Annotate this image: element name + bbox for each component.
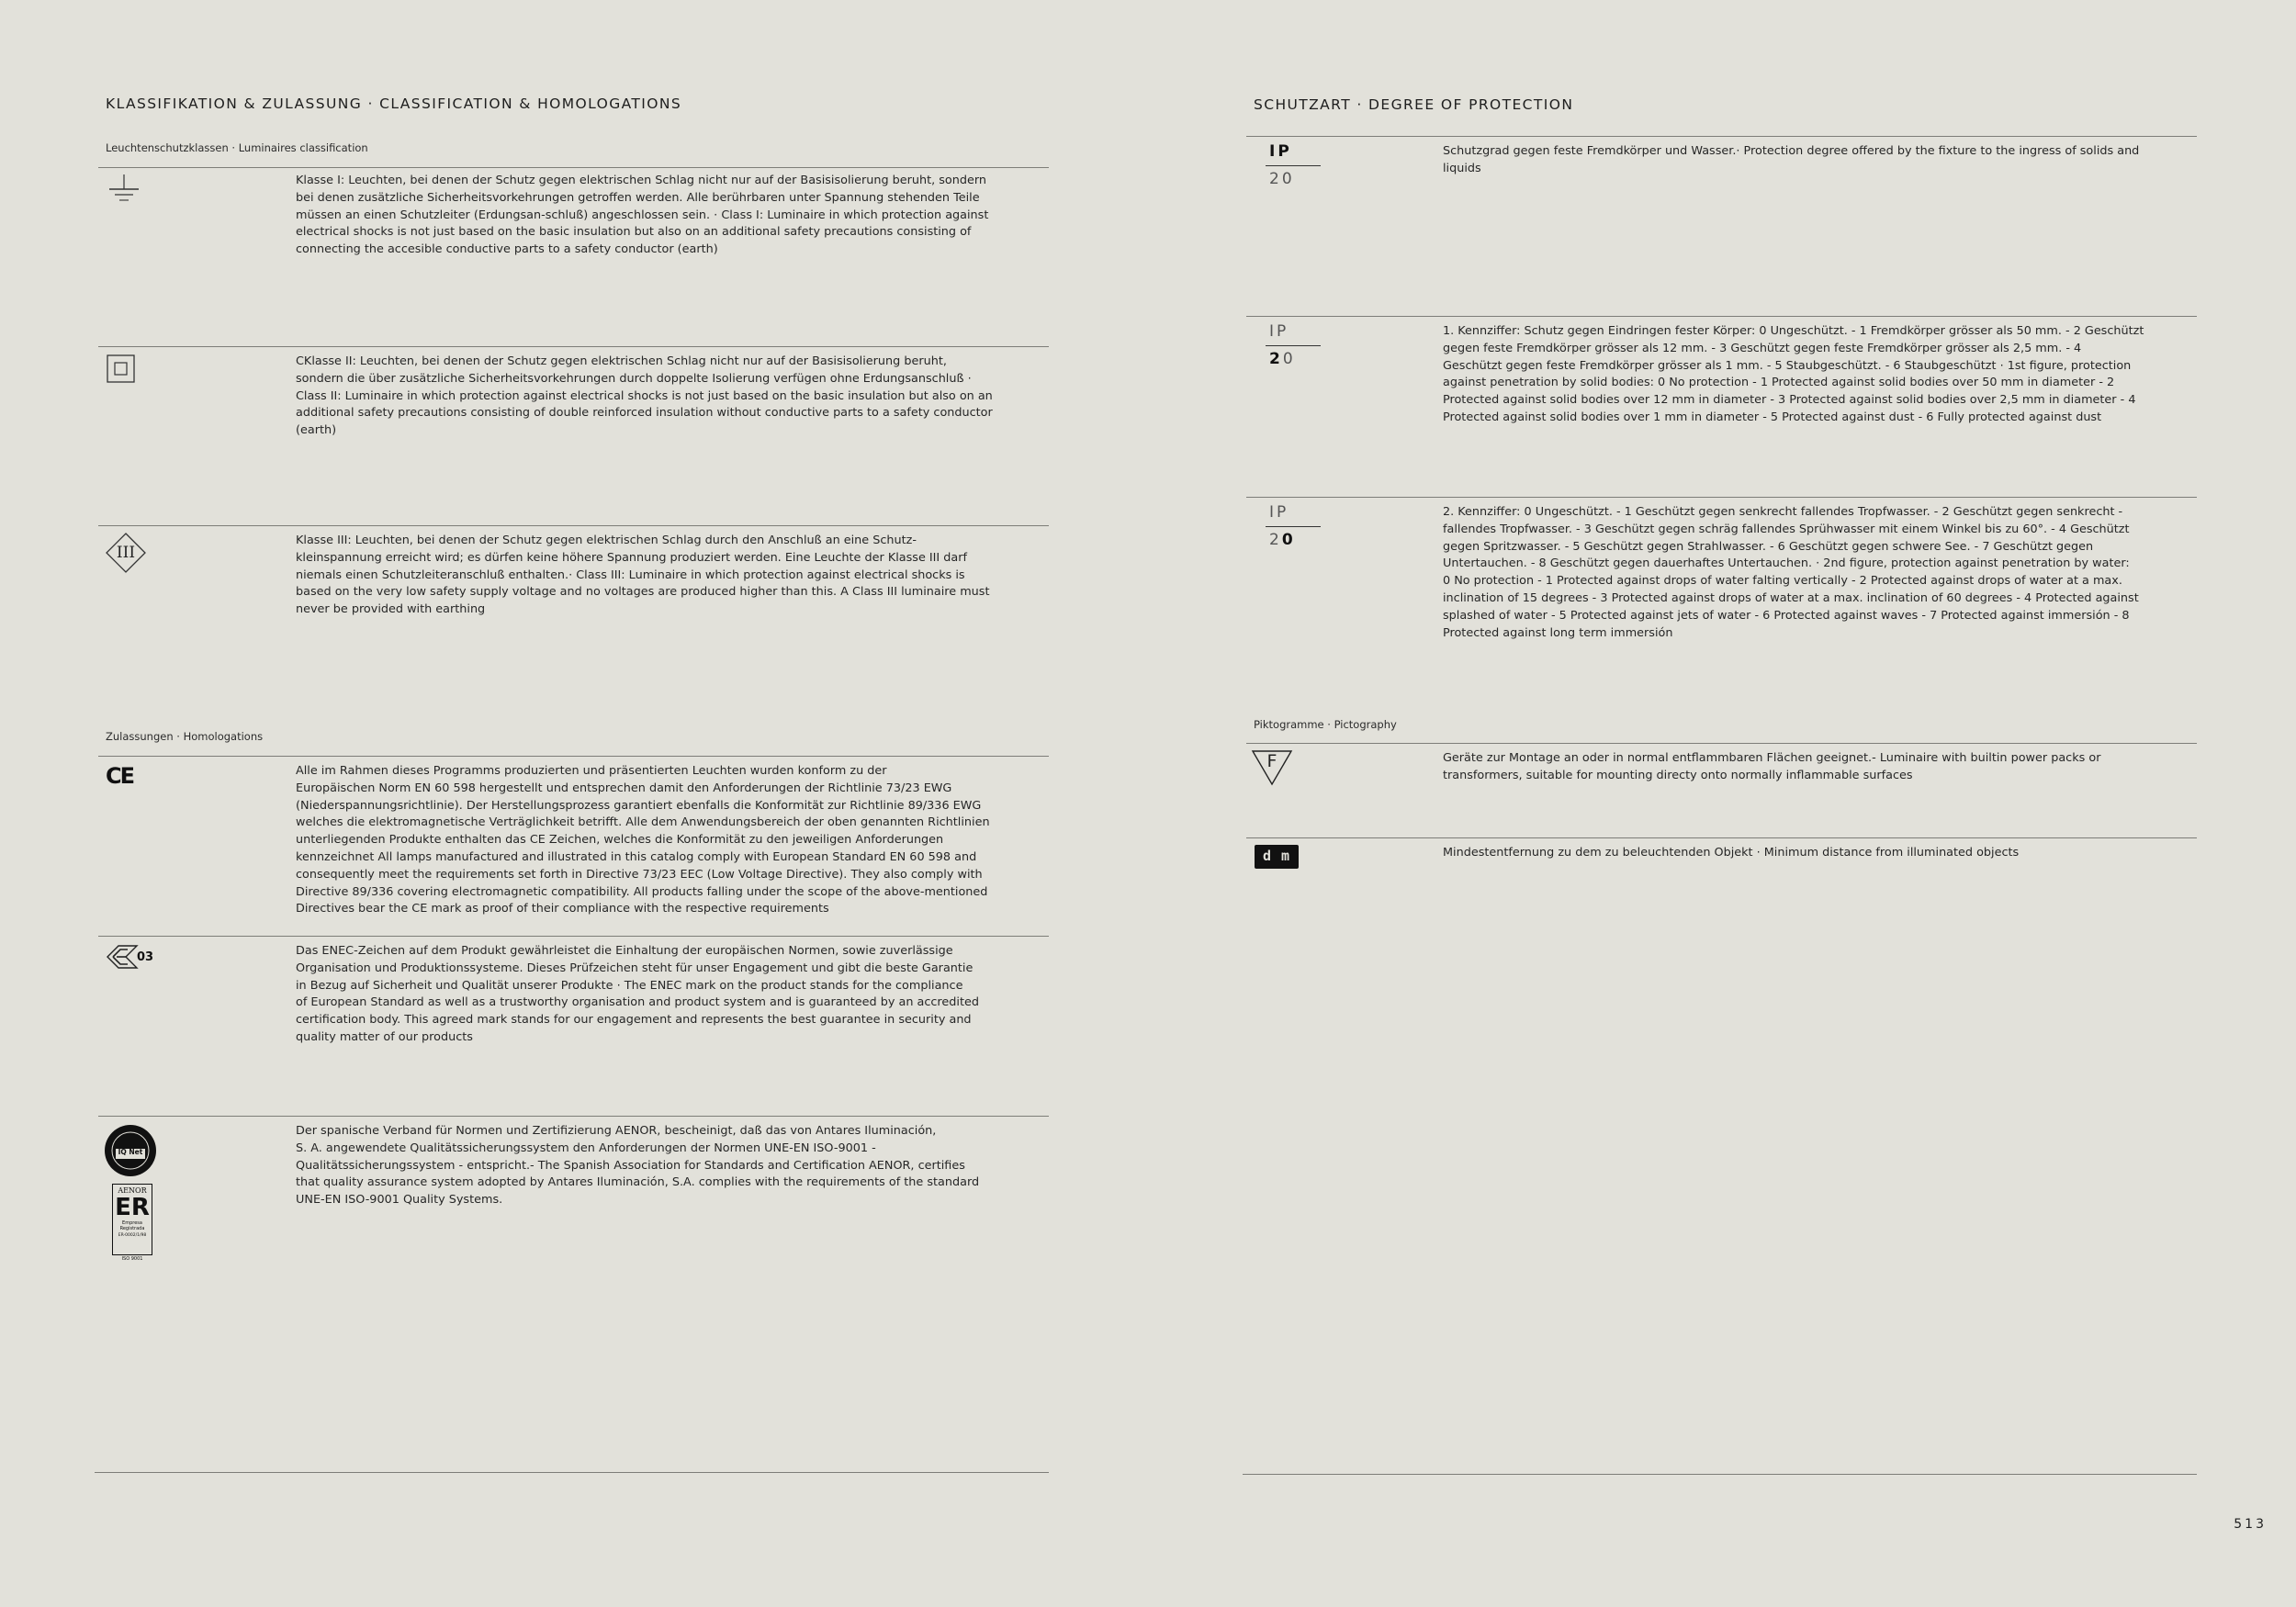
ip-second-digit: 0 — [1282, 350, 1296, 368]
ip-top-label: IP — [1269, 503, 1289, 522]
enec-mark-label: 03 — [137, 950, 154, 964]
right-section-heading: SCHUTZART · DEGREE OF PROTECTION — [1254, 96, 1574, 113]
ip-divider — [1266, 345, 1321, 346]
homologations-subheading: Zulassungen · Homologations — [106, 730, 264, 743]
ip-general-description: Schutzgrad gegen feste Fremdkörper und Wasser.· Protection degree offered by the fixture to the ingress of solids and liquids — [1443, 144, 2140, 175]
section-divider — [98, 756, 1049, 757]
left-section-heading: KLASSIFIKATION & ZULASSUNG · CLASSIFICATION & HOMOLOGATIONS — [106, 96, 682, 112]
aenor-certification-icon — [103, 1123, 158, 1261]
f-mark-label: F — [1266, 751, 1277, 771]
section-divider — [98, 167, 1049, 168]
class-three-icon — [106, 533, 146, 573]
minimum-distance-label: d m — [1262, 848, 1291, 864]
ce-mark-icon — [106, 763, 142, 789]
ip-first-digit: 2 — [1269, 350, 1283, 368]
enec-mark-icon — [106, 943, 157, 972]
f-mark-triangle-icon — [1251, 749, 1293, 786]
column-bottom-rule — [1243, 1474, 2197, 1475]
ip-second-digit-description: 2. Kennziffer: 0 Ungeschützt. - 1 Geschützt gegen senkrecht fallendes Tropfwasser. - 2 Geschützt gegen senkrecht - fallendes Tropfwasser. - 3 Geschützt gegen schräg fallendes Sprühwasser mit einem Winkel bis zu 60°. - 4 Geschützt gegen Spritzwasser. - 5 Geschützt gegen Strahlwasser. - 6 Geschützt gegen schwere See. - 7 Geschützt gegen Untertauchen. - 8 Geschützt gegen dauerhaftes Untertauchen. · 2nd figure, protection against penetration by water: 0 No protection - 1 Protected against drops of water falting vertically - 2 Protected against drops of water at a max. inclination of 15 degrees - 3 Protected against drops of water at a max. inclination of 60 degrees - 4 Protected against splashed of water - 5 Protected against jets of water - 6 Protected against waves - 7 Protected against immersión - 8 Protected against long term immersión — [1443, 505, 2139, 640]
section-divider — [1246, 497, 2197, 498]
column-bottom-rule — [95, 1472, 1049, 1473]
ip-divider — [1266, 526, 1321, 527]
ip-bottom-label: 20 — [1269, 170, 1295, 188]
minimum-distance-description: Mindestentfernung zu dem zu beleuchtenden Objekt · Minimum distance from illuminated objects — [1443, 846, 2020, 860]
iso-label: ISO 9001 — [121, 1256, 143, 1262]
section-divider — [1246, 316, 2197, 317]
section-divider — [98, 1116, 1049, 1117]
ip-first-digit-description: 1. Kennziffer: Schutz gegen Eindringen fester Körper: 0 Ungeschützt. - 1 Fremdkörper grösser als 50 mm. - 2 Geschützt gegen feste Fremdkörper grösser als 12 mm. - 3 Geschützt gegen feste Fremdkörper grösser als 2,5 mm. - 4 Geschützt gegen feste Fremdkörper grösser als 1 mm. - 5 Staubgeschützt. - 6 Staubgeschützt · 1st figure, protection against penetration by solid bodies: 0 No protection - 1 Protected against solid bodies over 50 mm in diameter - 2 Protected against solid bodies over 12 mm in diameter - 3 Protected against solid bodies over 2,5 mm in diameter - 4 Protected against solid bodies over 1 mm in diameter - 5 Protected against dust - 6 Fully protected against dust — [1443, 324, 2144, 424]
double-insulation-icon — [106, 354, 137, 385]
enec-description: Das ENEC-Zeichen auf dem Produkt gewährleistet die Einhaltung der europäischen Normen, sowie zuverlässige Organisation und Produktionssysteme. Dieses Prüfzeichen steht für unser Engagement und gibt die beste Garantie in Bezug auf Sicherheit und Qualität unserer Produkte · The ENEC mark on the product stands for the compliance of European Standard as well as a trustworthy organisation and product system and is guaranteed by an accredited certification body. This agreed mark stands for our engagement and represents the best guarantee in security and quality matter of our products — [296, 944, 979, 1044]
pictography-subheading: Piktogramme · Pictography — [1254, 718, 1397, 731]
section-divider — [1246, 136, 2197, 137]
minimum-distance-icon — [1255, 845, 1299, 869]
earth-ground-icon — [106, 173, 142, 209]
ip-first-digit: 2 — [1269, 531, 1282, 549]
iqnet-label: IQ Net — [118, 1148, 143, 1156]
ip-top-label: IP — [1269, 142, 1292, 161]
class-two-description: CKlasse II: Leuchten, bei denen der Schutz gegen elektrischen Schlag nicht nur auf der Basisisolierung beruht, sondern die über zusätzliche Sicherheitsvorkehrungen durch doppelte Isolierung verfügen ohne Erdungsanschluß · Class II: Luminaire in which protection against electrical shocks is not just based on the basic insulation but also on an additional safety precautions consisting of double reinforced insulation without conductive parts to a safety conductor (earth) — [296, 354, 993, 438]
ce-description: Alle im Rahmen dieses Programms produzierten und präsentierten Leuchten wurden konform zu der Europäischen Norm EN 60 598 hergestellt und entsprechen damit den Anforderungen der Richtlinie 73/23 EWG (Niederspannungsrichtlinie). Der Herstellungsprozess garantiert ebenfalls die Konformität zur Richtlinie 89/336 EWG welches die elektromagnetische Verträglichkeit betrifft. Alle dem Anwendungsbereich der oben genannten Richtlinien unterliegenden Produkte enthalten das CE Zeichen, welches die Konformität zu den jeweiligen Anforderungen kennzeichnet All lamps manufactured and illustrated in this catalog comply with European Standard EN 60 598 and consequently meet the requirements set forth in Directive 73/23 EEC (Low Voltage Directive). They also comply with Directive 89/336 covering electromagnetic compatibility. All products falling under the scope of the above-mentioned Directives bear the CE mark as proof of their compliance with the respective requirements — [296, 764, 990, 916]
page-number: 513 — [2234, 1517, 2267, 1532]
section-divider — [98, 525, 1049, 526]
ip-divider — [1266, 165, 1321, 166]
classification-subheading: Leuchtenschutzklassen · Luminaires classification — [106, 141, 368, 154]
ip-general-badge — [1266, 141, 1302, 189]
ip-second-digit-badge — [1266, 502, 1302, 550]
section-divider — [98, 936, 1049, 937]
class-one-description: Klasse I: Leuchten, bei denen der Schutz gegen elektrischen Schlag nicht nur auf der Basisisolierung beruht, sondern bei denen zusätzliche Sicherheitsvorkehrungen getroffen werden. Alle berührbaren unter Spannung stehenden Teile müssen an einen Schutzleiter (Erdungsan-schluß) angeschlossen sein. · Class I: Luminaire in which protection against electrical shocks is not just based on the basic insulation but also on an additional safety precautions consisting of connecting the accesible conductive parts to a safety conductor (earth) — [296, 174, 989, 257]
aenor-er-badge — [112, 1184, 152, 1255]
class-three-description: Klasse III: Leuchten, bei denen der Schutz gegen elektrischen Schlag durch den Anschluß an eine Schutz- kleinspannung erreicht wird; es dürfen keine höhere Spannung produziert werden. Eine Leuchte der Klasse III darf niemals einen Schutzleiteranschluß enthalten.· Class III: Luminaire in which protection against electrical shocks is based on the very low safety supply voltage and no voltages are produced higher than this. A Class III luminaire must never be provided with earthing — [296, 534, 990, 617]
aenor-description: Der spanische Verband für Normen und Zertifizierung AENOR, bescheinigt, daß das von Antares Iluminación, S. A. angewendete Qualitätssicherungssystem den Anforderungen der Normen UNE-EN ISO-9001 - Qualitätssicherungssystem - entspricht.- The Spanish Association for Standards and Certification AENOR, certifies that quality assurance system adopted by Antares Iluminación, S.A. complies with the requirements of the standard UNE-EN ISO-9001 Quality Systems. — [296, 1124, 980, 1208]
empresa-label: Empresa Registrada — [119, 1220, 145, 1231]
f-mark-description: Geräte zur Montage an oder in normal entflammbaren Flächen geeignet.- Luminaire with builtin power packs or transformers, suitable for mounting directy onto normally inflammable surfaces — [1443, 751, 2101, 782]
ip-first-digit-badge — [1266, 321, 1302, 369]
section-divider — [1246, 743, 2197, 744]
section-divider — [98, 346, 1049, 347]
er-code-label: ER-0002/1/98 — [118, 1233, 147, 1238]
ip-second-digit: 0 — [1281, 531, 1296, 549]
ce-mark-label: CE — [106, 763, 134, 789]
aenor-label: AENOR — [118, 1186, 147, 1195]
er-label: ER — [115, 1194, 150, 1221]
class-three-label: III — [116, 544, 136, 562]
section-divider — [1246, 837, 2197, 838]
ip-top-label: IP — [1269, 322, 1289, 341]
